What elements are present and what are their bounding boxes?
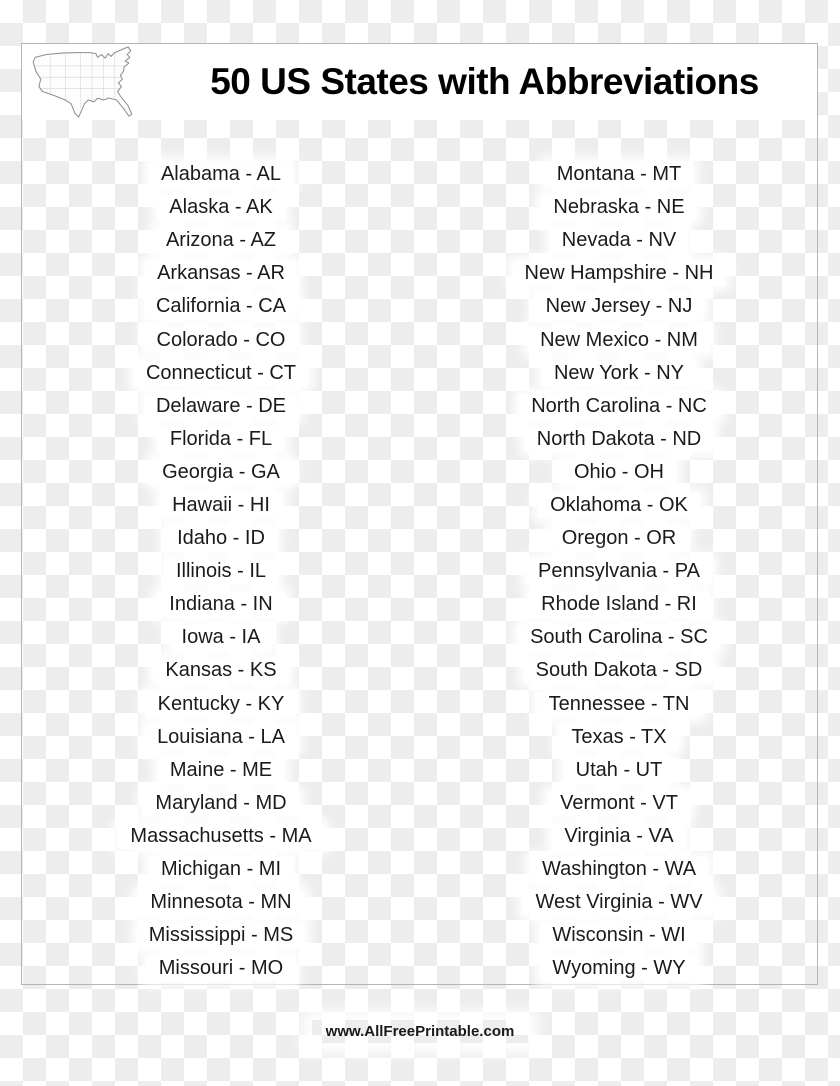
state-row — [420, 224, 818, 257]
state-row — [22, 423, 420, 456]
state-row — [22, 588, 420, 621]
state-label: Iowa - IA — [170, 625, 273, 650]
state-row — [22, 257, 420, 290]
state-label: Mississippi - MS — [137, 923, 305, 948]
state-row — [420, 423, 818, 456]
state-row — [420, 522, 818, 555]
state-label: Delaware - DE — [144, 394, 298, 419]
state-label: Maine - ME — [158, 758, 284, 783]
state-row — [22, 357, 420, 390]
state-label: Louisiana - LA — [145, 725, 297, 750]
right-column — [420, 158, 818, 986]
state-row — [420, 787, 818, 820]
state-label: North Carolina - NC — [519, 394, 719, 419]
state-label: South Carolina - SC — [518, 625, 720, 650]
state-label: Washington - WA — [530, 857, 708, 882]
state-row — [22, 688, 420, 721]
state-row — [22, 621, 420, 654]
state-row — [420, 688, 818, 721]
state-label: North Dakota - ND — [525, 427, 714, 452]
state-row — [420, 853, 818, 886]
state-row — [22, 555, 420, 588]
state-label: Kentucky - KY — [146, 692, 297, 717]
state-row — [22, 721, 420, 754]
state-row — [420, 919, 818, 952]
state-row — [420, 886, 818, 919]
state-label: Rhode Island - RI — [529, 592, 709, 617]
footer-website: www.AllFreePrintable.com — [312, 1020, 529, 1043]
state-label: Missouri - MO — [147, 956, 295, 981]
state-row — [420, 357, 818, 390]
logo — [22, 44, 162, 120]
state-row — [22, 489, 420, 522]
state-label: Hawaii - HI — [160, 493, 282, 518]
state-row — [22, 290, 420, 323]
state-label: Michigan - MI — [149, 857, 293, 882]
state-row — [420, 489, 818, 522]
state-label: Georgia - GA — [150, 460, 292, 485]
state-label: Arizona - AZ — [154, 228, 288, 253]
state-row — [420, 323, 818, 356]
state-row — [420, 191, 818, 224]
state-label: California - CA — [144, 294, 298, 319]
state-row — [22, 919, 420, 952]
state-row — [420, 654, 818, 687]
state-list — [22, 158, 818, 986]
state-row — [420, 754, 818, 787]
state-label: Minnesota - MN — [138, 890, 303, 915]
state-label: Texas - TX — [559, 725, 678, 750]
state-row — [22, 853, 420, 886]
state-label: Florida - FL — [158, 427, 284, 452]
state-label: Utah - UT — [564, 758, 675, 783]
state-label: Oregon - OR — [550, 526, 688, 551]
state-label: Alaska - AK — [157, 195, 284, 220]
state-row — [420, 257, 818, 290]
state-label: Oklahoma - OK — [538, 493, 700, 518]
state-label: Virginia - VA — [552, 824, 685, 849]
state-row — [22, 522, 420, 555]
state-row — [22, 191, 420, 224]
state-row — [22, 323, 420, 356]
state-row — [420, 555, 818, 588]
state-row — [420, 390, 818, 423]
state-label: Kansas - KS — [153, 658, 288, 683]
state-row — [22, 456, 420, 489]
state-row — [420, 952, 818, 985]
state-label: Arkansas - AR — [145, 261, 297, 286]
state-label: Nevada - NV — [550, 228, 689, 253]
state-label: South Dakota - SD — [524, 658, 715, 683]
page-title: 50 US States with Abbreviations — [210, 61, 759, 102]
state-row — [22, 787, 420, 820]
state-label: Illinois - IL — [164, 559, 278, 584]
header — [22, 44, 817, 120]
state-label: Idaho - ID — [165, 526, 277, 551]
state-row — [420, 588, 818, 621]
state-label: Alabama - AL — [149, 162, 293, 187]
state-row — [420, 290, 818, 323]
state-label: New Jersey - NJ — [534, 294, 705, 319]
state-row — [420, 158, 818, 191]
state-label: Colorado - CO — [145, 328, 298, 353]
state-label: Massachusetts - MA — [118, 824, 323, 849]
state-label: Wisconsin - WI — [540, 923, 697, 948]
state-label: New Hampshire - NH — [513, 261, 726, 286]
us-map-icon — [26, 45, 158, 119]
state-label: Vermont - VT — [548, 791, 690, 816]
state-label: New Mexico - NM — [528, 328, 710, 353]
state-row — [22, 754, 420, 787]
state-label: Connecticut - CT — [134, 361, 308, 386]
state-row — [22, 886, 420, 919]
state-row — [420, 456, 818, 489]
state-row — [22, 224, 420, 257]
state-row — [420, 621, 818, 654]
state-label: Indiana - IN — [157, 592, 284, 617]
state-label: Ohio - OH — [562, 460, 676, 485]
state-label: Pennsylvania - PA — [526, 559, 712, 584]
state-row — [22, 158, 420, 191]
state-label: Maryland - MD — [143, 791, 298, 816]
state-row — [420, 721, 818, 754]
state-row — [22, 654, 420, 687]
state-row — [22, 390, 420, 423]
state-label: Tennessee - TN — [537, 692, 702, 717]
left-column — [22, 158, 420, 986]
state-label: West Virginia - WV — [523, 890, 714, 915]
state-label: Montana - MT — [545, 162, 693, 187]
state-row — [22, 820, 420, 853]
state-label: Nebraska - NE — [541, 195, 696, 220]
footer — [0, 1020, 840, 1043]
state-row — [420, 820, 818, 853]
state-label: Wyoming - WY — [540, 956, 697, 981]
state-row — [22, 952, 420, 985]
state-label: New York - NY — [542, 361, 696, 386]
